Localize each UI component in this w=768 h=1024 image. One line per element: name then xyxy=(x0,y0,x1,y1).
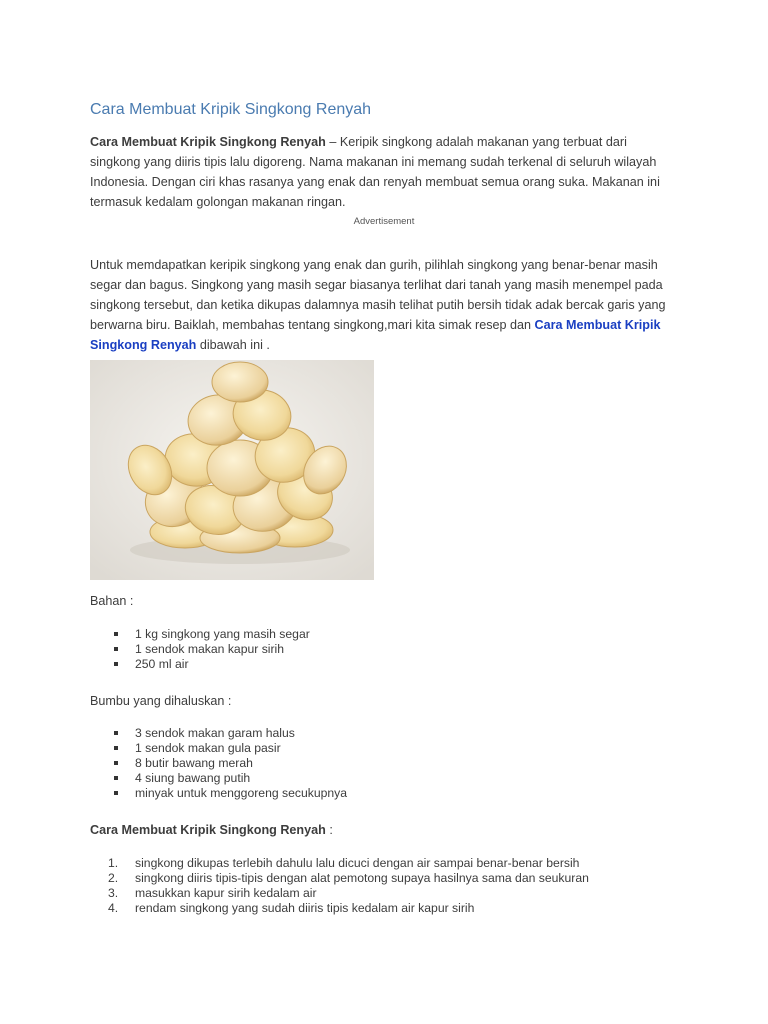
bumbu-list xyxy=(90,726,347,801)
bullet-icon xyxy=(114,632,118,636)
body-paragraph xyxy=(90,255,670,355)
list-item: 1. singkong dikupas terlebih dahulu lalu dicuci dengan air sampai benar-benar bersih xyxy=(108,856,580,870)
article-title: Cara Membuat Kripik Singkong Renyah xyxy=(90,101,372,118)
list-item: 4. rendam singkong yang sudah diiris tipis kedalam air kapur sirih xyxy=(108,901,475,915)
body-text: Untuk memdapatkan keripik singkong yang enak dan gurih, pilihlah singkong yang benar-benar masih segar dan bagus. Singkong yang masih segar biasanya terlihat dari tanah yang masih menempel pada singkong tersebut, dan ketika dikupas dalamnya masih telihat putih bersih tidak adak bercak garis yang berwarna biru. Baiklah, membahas tentang singkong,mari kita simak resep dan xyxy=(90,258,666,332)
list-item: 3. masukkan kapur sirih kedalam air xyxy=(108,886,317,900)
advertisement-label: Advertisement xyxy=(353,216,415,227)
intro-paragraph xyxy=(90,132,670,212)
cara-label-rest: : xyxy=(325,823,333,837)
bahan-label: Bahan : xyxy=(90,594,134,608)
step-number: 3. xyxy=(108,886,119,900)
bullet-icon xyxy=(114,776,118,780)
list-item: minyak untuk menggoreng secukupnya xyxy=(90,786,347,801)
list-item: 250 ml air xyxy=(90,657,310,672)
cassava-chips-illustration xyxy=(90,360,374,580)
body-tail: dibawah ini . xyxy=(196,338,270,352)
bullet-icon xyxy=(114,731,118,735)
intro-text: – Keripik singkong adalah makanan yang terbuat dari singkong yang diiris tipis lalu digoreng. Nama makanan ini memang sudah terkenal di seluruh wilayah Indonesia. Dengan ciri khas rasanya yang enak dan renyah membuat semua orang suka. Makanan ini termasuk kedalam golongan makanan ringan. xyxy=(90,135,660,209)
step-number: 1. xyxy=(108,856,119,870)
list-item: 4 siung bawang putih xyxy=(90,771,347,786)
list-item: 3 sendok makan garam halus xyxy=(90,726,347,741)
bullet-icon xyxy=(114,791,118,795)
recipe-link[interactable]: Cara Membuat Kripik Singkong Renyah xyxy=(90,318,661,352)
intro-bold-title: Cara Membuat Kripik Singkong Renyah xyxy=(90,135,326,149)
cassava-chips-photo xyxy=(90,360,374,580)
cara-label xyxy=(90,823,333,837)
list-item: 2. singkong diiris tipis-tipis dengan alat pemotong supaya hasilnya sama dan seukuran xyxy=(108,871,589,885)
list-item: 1 sendok makan gula pasir xyxy=(90,741,347,756)
list-item: 1 kg singkong yang masih segar xyxy=(90,627,310,642)
list-item: 8 butir bawang merah xyxy=(90,756,347,771)
cara-label-bold: Cara Membuat Kripik Singkong Renyah xyxy=(90,823,326,837)
steps-list xyxy=(90,856,589,916)
list-item: 1 sendok makan kapur sirih xyxy=(90,642,310,657)
bahan-list xyxy=(90,627,310,672)
bullet-icon xyxy=(114,761,118,765)
bullet-icon xyxy=(114,662,118,666)
step-number: 2. xyxy=(108,871,119,885)
bumbu-label: Bumbu yang dihaluskan : xyxy=(90,694,232,708)
bullet-icon xyxy=(114,746,118,750)
bullet-icon xyxy=(114,647,118,651)
step-number: 4. xyxy=(108,901,119,915)
